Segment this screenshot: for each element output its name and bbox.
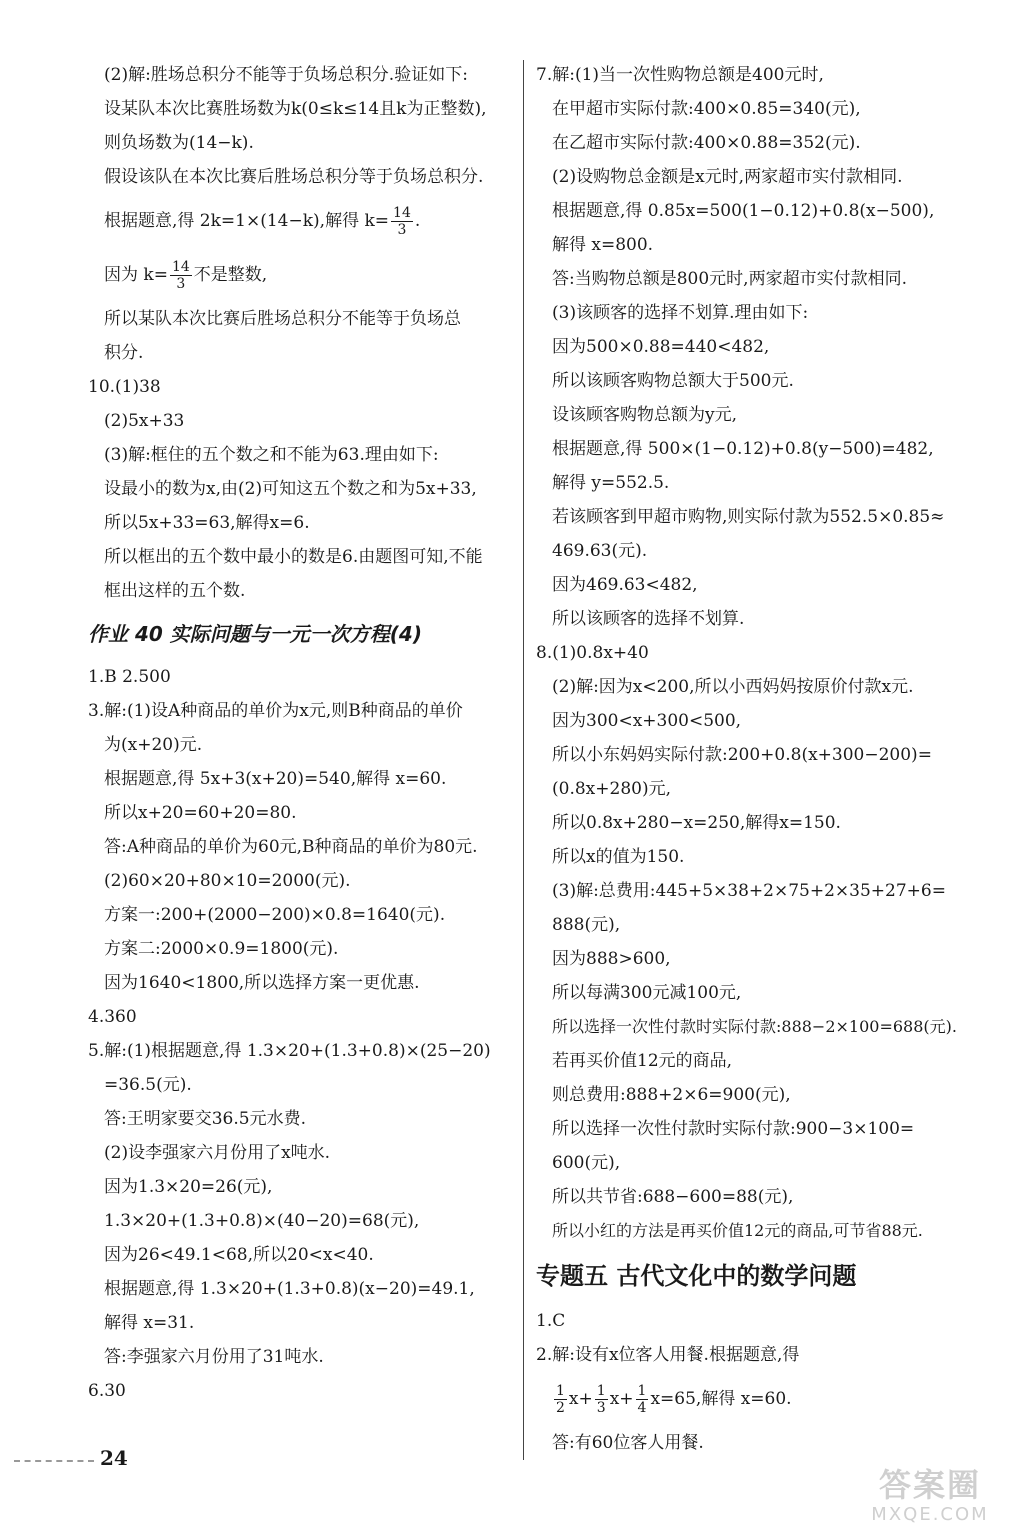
text-line: =36.5(元). [104, 1075, 192, 1095]
text-line: (3)该顾客的选择不划算.理由如下: [552, 303, 809, 323]
denominator: 2 [556, 1400, 565, 1416]
text-line: 在甲超市实际付款:400×0.85=340(元), [552, 99, 861, 119]
text-line: 所以选择一次性付款时实际付款:888−2×100=688(元). [552, 1017, 957, 1036]
text-segment: 因为 k= [104, 265, 168, 285]
text-line: 解得 x=800. [552, 235, 654, 255]
question-item: 2.解:设有x位客人用餐.根据题意,得 [536, 1345, 800, 1365]
text-line-with-fraction [88, 194, 508, 248]
text-line: (3)解:总费用:445+5×38+2×75+2×35+27+6= [552, 881, 946, 901]
text-line: 则负场数为(14−k). [104, 133, 254, 153]
text-line: 888(元), [552, 915, 621, 935]
text-line: 答:李强家六月份用了31吨水. [104, 1347, 324, 1367]
page-number: 24 [100, 1446, 128, 1470]
text-segment: x=65,解得 x=60. [650, 1389, 792, 1409]
equation-line [536, 1372, 976, 1426]
text-line: 答:王明家要交36.5元水费. [104, 1109, 306, 1129]
text-line: (2)解:胜场总积分不能等于负场总积分.验证如下: [104, 65, 468, 85]
text-line: 方案二:2000×0.9=1800(元). [104, 939, 339, 959]
text-line: 所以小东妈妈实际付款:200+0.8(x+300−200)= [552, 745, 932, 765]
text-line: 方案一:200+(2000−200)×0.8=1640(元). [104, 905, 446, 925]
text-line: 若再买价值12元的商品, [552, 1051, 733, 1071]
text-line: 所以选择一次性付款时实际付款:900−3×100= [552, 1119, 915, 1139]
text-line: 469.63(元). [552, 541, 648, 561]
text-line: 因为1.3×20=26(元), [104, 1177, 273, 1197]
text-line: 框出这样的五个数. [104, 581, 246, 601]
denominator: 3 [596, 1400, 606, 1416]
text-line: 则总费用:888+2×6=900(元), [552, 1085, 791, 1105]
text-line: 解得 x=31. [104, 1313, 195, 1333]
text-line: 根据题意,得 500×(1−0.12)+0.8(y−500)=482, [552, 439, 934, 459]
text-line-with-fraction [88, 248, 508, 302]
text-line: 1.3×20+(1.3+0.8)×(40−20)=68(元), [104, 1211, 420, 1231]
text-line: (2)设购物总金额是x元时,两家超市实付款相同. [552, 167, 903, 187]
footer-rule [14, 1460, 94, 1462]
text-line: 积分. [104, 343, 144, 363]
fraction [391, 205, 413, 238]
watermark-text: 答案圈 [878, 1466, 981, 1504]
text-line: 设某队本次比赛胜场数为k(0≤k≤14且k为正整数), [104, 99, 487, 119]
text-line: 所以小红的方法是再买价值12元的商品,可节省88元. [552, 1221, 923, 1240]
text-line: 因为500×0.88=440<482, [552, 337, 770, 357]
text-line: 所以该顾客购物总额大于500元. [552, 371, 794, 391]
text-line: 因为888>600, [552, 949, 671, 969]
text-line: 所以共节省:688−600=88(元), [552, 1187, 794, 1207]
text-line: 所以某队本次比赛后胜场总积分不能等于负场总 [104, 309, 461, 329]
topic-heading: 专题五 古代文化中的数学问题 [536, 1262, 857, 1290]
question-item: 3.解:(1)设A种商品的单价为x元,则B种商品的单价 [88, 701, 463, 721]
question-item: 7.解:(1)当一次性购物总额是400元时, [536, 65, 824, 85]
watermark-url: MXQE.COM [871, 1504, 989, 1525]
text-line: 所以每满300元减100元, [552, 983, 742, 1003]
fraction [636, 1383, 649, 1416]
question-item: 10.(1)38 [88, 377, 161, 397]
question-item: 1.C [536, 1311, 566, 1331]
denominator: 4 [637, 1400, 647, 1416]
numerator: 1 [637, 1383, 647, 1399]
fraction [554, 1383, 567, 1416]
numerator: 14 [393, 205, 411, 221]
question-item: 8.(1)0.8x+40 [536, 643, 649, 663]
text-line: 根据题意,得 1.3×20+(1.3+0.8)(x−20)=49.1, [104, 1279, 475, 1299]
section-heading: 作业 40 实际问题与一元一次方程(4) [88, 622, 422, 646]
text-line: 根据题意,得 0.85x=500(1−0.12)+0.8(x−500), [552, 201, 935, 221]
text-segment: 不是整数, [193, 265, 268, 285]
text-line: 答:有60位客人用餐. [552, 1433, 704, 1453]
text-line: (3)解:框住的五个数之和不能为63.理由如下: [104, 445, 439, 465]
text-line: 答:当购物总额是800元时,两家超市实付款相同. [552, 269, 907, 289]
numerator: 1 [556, 1383, 565, 1399]
text-line: 在乙超市实际付款:400×0.88=352(元). [552, 133, 861, 153]
text-line: (0.8x+280)元, [552, 779, 671, 799]
text-line: 答:A种商品的单价为60元,B种商品的单价为80元. [104, 837, 478, 857]
text-line: 假设该队在本次比赛后胜场总积分等于负场总积分. [104, 167, 484, 187]
text-line: 所以x的值为150. [552, 847, 685, 867]
question-item: 5.解:(1)根据题意,得 1.3×20+(1.3+0.8)×(25−20) [88, 1041, 491, 1061]
text-line: (2)5x+33 [104, 411, 185, 431]
text-line: (2)设李强家六月份用了x吨水. [104, 1143, 331, 1163]
text-segment: 根据题意,得 2k=1×(14−k),解得 k= [104, 211, 390, 231]
text-line: 设最小的数为x,由(2)可知这五个数之和为5x+33, [104, 479, 477, 499]
text-line: 因为26<49.1<68,所以20<x<40. [104, 1245, 374, 1265]
text-line: 所以x+20=60+20=80. [104, 803, 297, 823]
numerator: 1 [596, 1383, 606, 1399]
text-line: 根据题意,得 5x+3(x+20)=540,解得 x=60. [104, 769, 447, 789]
text-line: 设该顾客购物总额为y元, [552, 405, 738, 425]
text-segment: x+ [609, 1389, 634, 1409]
right-column [536, 58, 976, 1460]
left-column [88, 58, 508, 1408]
text-segment: x+ [568, 1389, 593, 1409]
numerator: 14 [171, 259, 190, 275]
fraction [595, 1383, 608, 1416]
text-line: 为(x+20)元. [104, 735, 203, 755]
text-line: 解得 y=552.5. [552, 473, 670, 493]
column-divider [523, 60, 524, 1460]
question-item: 6.30 [88, 1381, 126, 1401]
text-line: 所以框出的五个数中最小的数是6.由题图可知,不能 [104, 547, 483, 567]
text-line: 若该顾客到甲超市购物,则实际付款为552.5×0.85≈ [552, 507, 945, 527]
text-line: 所以5x+33=63,解得x=6. [104, 513, 310, 533]
text-line: 所以0.8x+280−x=250,解得x=150. [552, 813, 841, 833]
text-line: 因为1640<1800,所以选择方案一更优惠. [104, 973, 420, 993]
watermark-logo [845, 1466, 1015, 1528]
denominator: 3 [397, 222, 407, 238]
text-line: 因为469.63<482, [552, 575, 698, 595]
text-line: 所以该顾客的选择不划算. [552, 609, 745, 629]
text-line: (2)60×20+80×10=2000(元). [104, 871, 351, 891]
denominator: 3 [176, 276, 186, 292]
text-line: 600(元), [552, 1153, 621, 1173]
question-item: 1.B 2.500 [88, 667, 171, 687]
text-line: (2)解:因为x<200,所以小西妈妈按原价付款x元. [552, 677, 914, 697]
question-item: 4.360 [88, 1007, 137, 1027]
fraction [170, 259, 192, 292]
text-line: 因为300<x+300<500, [552, 711, 742, 731]
text-segment: . [414, 211, 421, 231]
